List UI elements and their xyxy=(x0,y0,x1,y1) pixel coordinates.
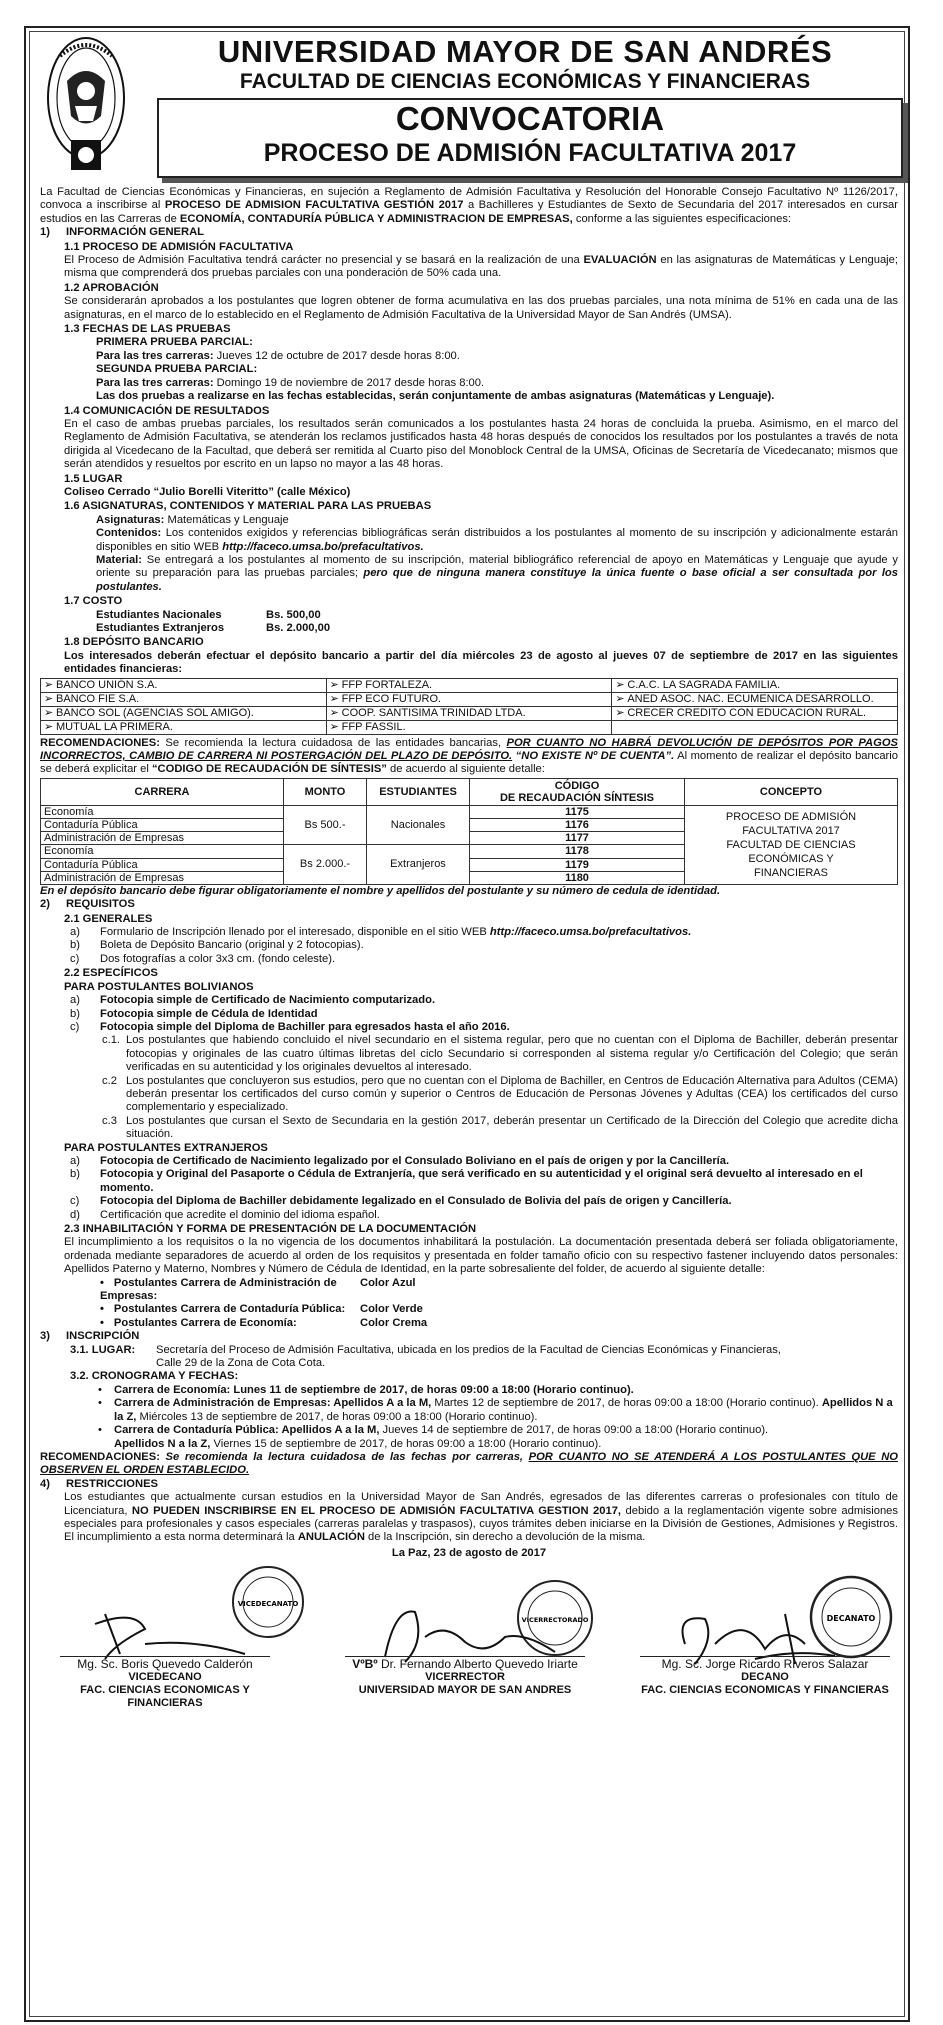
code-cell: 1177 xyxy=(470,831,685,844)
list-item xyxy=(40,1155,898,1168)
amount-cell: Bs 500.- xyxy=(284,805,367,844)
vicerrectorado-stamp-label: VICERRECTORADO xyxy=(521,1616,589,1625)
vicedecano-org: FAC. CIENCIAS ECONOMICAS Y FINANCIERAS xyxy=(80,1684,250,1710)
bank-cell xyxy=(41,720,327,734)
folder-color-item xyxy=(40,1317,898,1330)
code-cell: 1180 xyxy=(470,871,685,884)
bank-row xyxy=(41,706,898,720)
section-2-1-heading: 2.1 GENERALES xyxy=(64,912,153,925)
table-note: En el depósito bancario debe figurar obligatoriamente el nombre y apellidos del postulante y su número de cedula de identidad. xyxy=(40,884,721,897)
bank-arrow-icon: ➢ xyxy=(329,692,339,705)
bullet-icon: • xyxy=(100,1276,104,1289)
section-1-4-text: En el caso de ambas pruebas parciales, los resultados serán comunicados a los postulantes hasta 24 horas de concluida la prueba. Asimismo, en el marco del Reglamento de Admisión Facultativa, se atenderán los reclamos justificados hasta 48 horas después de conocidos los resultados por los postulantes a través de nota dirigida al Vicedecano de la Facultad, que deberá ser remitida al Cuarto piso del Monoblock Central de la UMSA, Oficinas de Secretaría de Vicedecanato; mismos que serán atendidos y resueltos por escrito en un lapso no mayor a las 48 horas. xyxy=(64,417,898,471)
code-cell: 1178 xyxy=(470,844,685,858)
decano-title: DECANO xyxy=(741,1671,789,1684)
section-1-5-heading: 1.5 LUGAR xyxy=(64,472,123,485)
bank-arrow-icon: ➢ xyxy=(615,706,625,719)
university-title: UNIVERSIDAD MAYOR DE SAN ANDRÉS xyxy=(217,34,833,69)
list-marker: d) xyxy=(70,1208,80,1221)
vicerrector-name: VºBº Dr. Fernando Alberto Quevedo Iriarte xyxy=(352,1657,578,1672)
first-test-heading: PRIMERA PRUEBA PARCIAL: xyxy=(96,336,253,349)
folder-color-value: Color Azul xyxy=(360,1276,416,1289)
list-text: Los postulantes que concluyeron sus estudios, pero que no cuentan con el Diploma de Bachiller, en Centros de Educación Alternativa para Adultos (CEMA) deberán presentar los certificados del curso común y superior o Centros de Educación de Personas Jóvenes y Adultas (CEA) los certificados del curso complementario y especializado. xyxy=(126,1074,898,1114)
bank-cell xyxy=(326,720,612,734)
bank-cell xyxy=(41,678,327,692)
list-marker: c.3 xyxy=(102,1114,117,1127)
list-item xyxy=(40,1075,898,1115)
bank-name: FFP FASSIL. xyxy=(341,720,406,733)
first-test-date: Para las tres carreras: Jueves 12 de octubre de 2017 desde horas 8:00. xyxy=(96,349,460,362)
bank-cell xyxy=(612,678,898,692)
list-item xyxy=(40,1168,898,1195)
list-text xyxy=(100,926,898,939)
folder-color-career-text: Postulantes Carrera de Economía: xyxy=(113,1316,297,1329)
list-item xyxy=(40,1021,898,1034)
list-item xyxy=(40,1008,898,1021)
list-text-main: Boleta de Depósito Bancario (original y 2 fotocopias). xyxy=(100,939,364,952)
career-cell: Economía xyxy=(41,844,284,858)
list-text: Fotocopia simple de Certificado de Nacimiento computarizado. xyxy=(100,994,436,1007)
list-marker: c.1. xyxy=(102,1034,121,1047)
header xyxy=(40,36,898,186)
vicerrector-org: UNIVERSIDAD MAYOR DE SAN ANDRES xyxy=(358,1684,572,1697)
list-marker: a) xyxy=(70,1154,80,1167)
career-cell: Administración de Empresas xyxy=(41,871,284,884)
list-item xyxy=(40,1195,898,1208)
bank-name: FFP ECO FUTURO. xyxy=(341,692,442,705)
intro-paragraph: La Facultad de Ciencias Económicas y Financieras, en sujeción a Reglamento de Admisión Facultativa y Resolución del Honorable Consejo Facultativo Nº 1126/2017, convoca a inscribirse al PROCESO DE ADMISION FACULTATIVA GESTIÓN 2017 a Bachilleres y Estudiantes de Sexto de Secundaria del 2017 interesados en cursar estudios en las Carreras de ECONOMÍA, CONTADURÍA PÚBLICA Y ADMINISTRACION DE EMPRESAS, conforme a las siguientes especificaciones: xyxy=(40,186,898,225)
list-text: Fotocopia del Diploma de Bachiller debidamente legalizado en el Consulado de Bolivia del país de origen y Cancillería. xyxy=(100,1195,732,1208)
diploma-alternatives-list xyxy=(40,1034,898,1141)
signatures-area xyxy=(40,1564,898,1710)
section-1-2-text: Se considerarán aprobados a los postulantes que logren obtener de forma acumulativa en las dos pruebas parciales, una nota mínima de 51% en cada una de las asignaturas, en el marco de lo establecido en el Reglamento de Admisión Facultativa de la Universidad Mayor de San Andrés (UMSA). xyxy=(64,295,898,321)
bank-name: FFP FORTALEZA. xyxy=(341,678,433,691)
bank-cell xyxy=(41,706,327,720)
bank-arrow-icon: ➢ xyxy=(329,720,339,733)
decanato-stamp-label: DECANATO xyxy=(826,1614,876,1624)
folder-color-career-text: Postulantes Carrera de Contaduría Pública: xyxy=(113,1303,346,1316)
career-cell: Administración de Empresas xyxy=(41,831,284,844)
students-cell: Nacionales xyxy=(367,805,470,844)
bank-name: MUTUAL LA PRIMERA. xyxy=(56,720,173,733)
schedule-economia: • Carrera de Economía: Lunes 11 de septiembre de 2017, de horas 09:00 a 18:00 (Horario continuo). xyxy=(98,1383,634,1396)
schedule-administracion: • Carrera de Administración de Empresas: Apellidos A a la M, Martes 12 de septiembre de 2017, de horas 09:00 a 18:00 (Horario continuo). Apellidos N a la Z, Miércoles 13 de septiembre de 2017, de horas 09:00 a 18:00 (Horario continuo). xyxy=(98,1397,893,1423)
list-marker: c) xyxy=(70,1195,80,1208)
section-1-7-heading: 1.7 COSTO xyxy=(64,595,123,608)
list-text: Los postulantes que habiendo concluido el nivel secundario en el sistema regular, pero que no cuentan con el Diploma de Bachiller, deberán presentar fotocopias y originales de las cuatro últimas libretas del ciclo Secundario si corresponden al sistema regular y/o Certificación del Colegio; que serán verificadas en su autenticidad y los originales devueltos al interesado. xyxy=(126,1034,898,1074)
bank-arrow-icon: ➢ xyxy=(329,678,339,691)
code-cell: 1175 xyxy=(470,805,685,818)
collection-codes-table xyxy=(40,778,898,885)
list-marker: a) xyxy=(70,994,80,1007)
code-cell: 1176 xyxy=(470,818,685,831)
career-cell: Economía xyxy=(41,805,284,818)
bank-row xyxy=(41,678,898,692)
subjects-line: Asignaturas: Matemáticas y Lenguaje xyxy=(96,513,289,526)
bolivian-applicants-heading: PARA POSTULANTES BOLIVIANOS xyxy=(64,980,254,993)
folder-color-value: Color Crema xyxy=(360,1316,428,1329)
list-text: Certificación que acredite el dominio del idioma español. xyxy=(100,1208,380,1221)
list-text xyxy=(100,939,898,952)
bank-name: C.A.C. LA SAGRADA FAMILIA. xyxy=(627,678,781,691)
recommendations-deposit: RECOMENDACIONES: Se recomienda la lectura cuidadosa de las entidades bancarias, POR CUANTO NO HABRÁ DEVOLUCIÓN DE DEPÓSITOS POR PAGOS INCORRECTOS, CAMBIO DE CARRERA NI POSTERGACIÓN DEL PLAZO DE DEPÓSITO. “NO EXISTE Nº DE CUENTA”. Al momento de realizar el depósito bancario se deberá explicitar el “CODIGO DE RECAUDACIÓN DE SÍNTESIS” de acuerdo al siguiente detalle: xyxy=(40,736,898,776)
bank-name: BANCO SOL (AGENCIAS SOL AMIGO). xyxy=(56,706,254,719)
foreign-requirements-list xyxy=(40,1155,898,1222)
place-date: La Paz, 23 de agosto de 2017 xyxy=(391,1546,547,1559)
decano-signature-block xyxy=(640,1656,890,1697)
bank-name: BANCO FIE S.A. xyxy=(56,692,140,705)
schedule-heading: 3.2. CRONOGRAMA Y FECHAS: xyxy=(70,1370,239,1383)
decano-name: Mg. Sc. Jorge Ricardo Riveros Salazar xyxy=(661,1657,869,1672)
section-2-heading: 2) REQUISITOS xyxy=(40,898,135,911)
banks-table xyxy=(40,678,898,735)
section-1-2-heading: 1.2 APROBACIÓN xyxy=(64,281,159,294)
list-item xyxy=(40,994,898,1007)
vicerrector-title: VICERRECTOR xyxy=(425,1671,505,1684)
second-test-heading: SEGUNDA PRUEBA PARCIAL: xyxy=(96,363,258,376)
list-text-main: Dos fotografías a color 3x3 cm. (fondo celeste). xyxy=(100,952,336,965)
foreign-applicants-heading: PARA POSTULANTES EXTRANJEROS xyxy=(64,1141,268,1154)
bank-arrow-icon: ➢ xyxy=(329,706,339,719)
folder-color-value: Color Verde xyxy=(360,1303,423,1316)
vicedecano-signature xyxy=(75,1604,255,1664)
section-4-text: Los estudiantes que actualmente cursan estudios en la Universidad Mayor de San Andrés, egresados de las diferentes carreras o profesionales con título de Licenciatura, NO PUEDEN INSCRIBIRSE EN EL PROCESO DE ADMISIÓN FACULTATIVA GESTION 2017, debido a la reglamentación vigente sobre admisiones especiales para profesionales y casos especiales (carreras paralelas y traspasos), cuyos trámites deben iniciarse en la División de Gestiones, Admisiones y Registros. El incumplimiento a esta norma determinará la ANULACIÓN de la Inscripción, sin derecho a devolución de la misma. xyxy=(64,1491,898,1544)
bank-cell xyxy=(612,720,898,734)
list-item xyxy=(40,1115,898,1142)
section-1-8-heading: 1.8 DEPÓSITO BANCARIO xyxy=(64,636,204,649)
list-marker: c.2 xyxy=(102,1074,117,1087)
list-marker: b) xyxy=(70,1168,80,1181)
list-text: Fotocopia de Certificado de Nacimiento legalizado por el Consulado Boliviano en el país de origen y por la Cancillería. xyxy=(100,1154,730,1167)
amount-cell: Bs 2.000.- xyxy=(284,844,367,884)
folder-color-career xyxy=(100,1303,360,1316)
bank-arrow-icon: ➢ xyxy=(615,692,625,705)
bank-arrow-icon: ➢ xyxy=(615,678,625,691)
bank-row xyxy=(41,692,898,706)
bank-arrow-icon: ➢ xyxy=(44,706,54,719)
list-marker: c) xyxy=(70,952,80,965)
list-marker: b) xyxy=(70,939,80,952)
list-item xyxy=(40,939,898,952)
list-item xyxy=(40,1034,898,1074)
section-1-5-text: Coliseo Cerrado “Julio Borelli Viteritto” (calle México) xyxy=(64,485,351,498)
list-item xyxy=(40,926,898,939)
section-1-8-text: Los interesados deberán efectuar el depósito bancario a partir del día miércoles 23 de agosto al jueves 07 de septiembre de 2017 en las siguientes entidades financieras: xyxy=(64,649,898,676)
material-line: Material: Se entregará a los postulantes al momento de su inscripción, material bibliográfico referencial de apoyo en Matemáticas y Lenguaje que ayude y oriente su preparación para las pruebas parciales; pero que de ninguna manera constituye la única fuente o base oficial a ser consultada por los postulantes. xyxy=(96,553,898,593)
section-2-3-text: El incumplimiento a los requisitos o la no vigencia de los documentos inhabilitará la postulación. La documentación presentada deberá ser foliada obligatoriamente, ordenada mediante separadores de acuerdo al orden de los requisitos y presentada en folder tamaño oficio con su respectivo fastener incluyendo datos personales: Apellidos Paterno y Materno, Nombres y Número de Cédula de Identidad, en la parte sobresaliente del folder, de acuerdo al siguiente detalle: xyxy=(64,1236,898,1276)
folder-color-career-text: Postulantes Carrera de Administración de Empresas: xyxy=(100,1276,337,1303)
section-1-3-heading: 1.3 FECHAS DE LAS PRUEBAS xyxy=(64,323,231,336)
list-item xyxy=(40,1209,898,1222)
bank-name: BANCO UNIÓN S.A. xyxy=(56,678,158,691)
list-text: Fotocopia y Original del Pasaporte o Cédula de Extranjería, que será verificado en su autenticidad y el original será devuelto al interesado en el momento. xyxy=(100,1168,863,1194)
career-cell: Contaduría Pública xyxy=(41,858,284,871)
code-cell: 1179 xyxy=(470,858,685,871)
bank-name: COOP. SANTISIMA TRINIDAD LTDA. xyxy=(341,706,526,719)
university-seal-logo xyxy=(45,36,127,176)
col-students: ESTUDIANTES xyxy=(367,778,470,805)
convocatoria-box xyxy=(157,98,903,178)
section-1-heading: 1) INFORMACIÓN GENERAL xyxy=(40,226,204,239)
col-concept: CONCEPTO xyxy=(685,778,898,805)
document-page xyxy=(40,34,898,1710)
bullet-icon: • xyxy=(100,1303,104,1316)
list-marker: c) xyxy=(70,1020,80,1033)
vicedecanato-stamp-label: VICEDECANATO xyxy=(237,1600,299,1609)
bank-cell xyxy=(326,692,612,706)
section-4-heading: 4) RESTRICCIONES xyxy=(40,1477,158,1490)
bank-row xyxy=(41,720,898,734)
faculty-title: FACULTAD DE CIENCIAS ECONÓMICAS Y FINANCIERAS xyxy=(239,70,811,93)
folder-color-career xyxy=(100,1317,360,1330)
list-text xyxy=(100,953,898,966)
list-text-main: Formulario de Inscripción llenado por el interesado, disponible en el sitio WEB xyxy=(100,926,490,939)
section-1-4-heading: 1.4 COMUNICACIÓN DE RESULTADOS xyxy=(64,404,270,417)
vicerrector-signature-block xyxy=(345,1656,585,1697)
schedule-contaduria: • Carrera de Contaduría Pública: Apellidos A a la M, Jueves 14 de septiembre de 2017, de horas 09:00 a 18:00 (Horario continuo). Apellidos N a la Z, Viernes 15 de septiembre de 2017, de horas 09:00 a 18:00 (Horario continuo). xyxy=(98,1424,769,1450)
concept-cell: PROCESO DE ADMISIÓN FACULTATIVA 2017 FACULTAD DE CIENCIAS ECONÓMICAS Y FINANCIERAS xyxy=(685,805,898,884)
list-item xyxy=(40,953,898,966)
process-title: PROCESO DE ADMISIÓN FACULTATIVA 2017 xyxy=(263,139,797,167)
bank-arrow-icon: ➢ xyxy=(44,720,54,733)
col-career: CARRERA xyxy=(41,778,284,805)
tests-note: Las dos pruebas a realizarse en las fechas establecidas, serán conjuntamente de ambas asignaturas (Matemáticas y Lenguaje). xyxy=(96,390,775,403)
registration-place: 3.1. LUGAR: Secretaría del Proceso de Admisión Facultativa, ubicada en los predios de la Facultad de Ciencias Económicas y Financieras, Calle 29 de la Zona de Cota Cota. xyxy=(70,1343,781,1370)
general-requirements-list xyxy=(40,926,898,966)
bank-arrow-icon: ➢ xyxy=(44,678,54,691)
bank-name: ANED ASOC. NAC. ECUMENICA DESARROLLO. xyxy=(627,692,874,705)
list-text: Fotocopia simple del Diploma de Bachiller para egresados hasta el año 2016. xyxy=(100,1020,510,1033)
students-cell: Extranjeros xyxy=(367,844,470,884)
bank-cell xyxy=(612,692,898,706)
bolivian-requirements-list xyxy=(40,994,898,1034)
second-test-date: Para las tres carreras: Domingo 19 de noviembre de 2017 desde horas 8:00. xyxy=(96,376,485,389)
bank-cell xyxy=(326,706,612,720)
section-2-3-heading: 2.3 INHABILITACIÓN Y FORMA DE PRESENTACIÓN DE LA DOCUMENTACIÓN xyxy=(64,1223,477,1235)
folder-color-item xyxy=(40,1277,898,1304)
recommendations-schedule: RECOMENDACIONES: Se recomienda la lectura cuidadosa de las fechas por carreras, POR CUANTO NO SE ATENDERÁ A LOS POSTULANTES QUE NO OBSERVEN EL ORDEN ESTABLECIDO. xyxy=(40,1450,898,1477)
section-1-6-heading: 1.6 ASIGNATURAS, CONTENIDOS Y MATERIAL PARA LAS PRUEBAS xyxy=(64,500,432,513)
list-marker: b) xyxy=(70,1007,80,1020)
career-cell: Contaduría Pública xyxy=(41,818,284,831)
section-3-heading: 3) INSCRIPCIÓN xyxy=(40,1330,140,1343)
decano-org: FAC. CIENCIAS ECONOMICAS Y FINANCIERAS xyxy=(641,1684,889,1697)
bank-name: CRECER CREDITO CON EDUCACION RURAL. xyxy=(627,706,867,719)
folder-color-item xyxy=(40,1303,898,1316)
vicedecano-title: VICEDECANO xyxy=(128,1671,202,1684)
bank-cell xyxy=(326,678,612,692)
cost-national: Estudiantes Nacionales Bs. 500,00 xyxy=(96,608,321,621)
list-text: Fotocopia simple de Cédula de Identidad xyxy=(100,1007,318,1020)
list-marker: a) xyxy=(70,926,80,939)
bank-cell xyxy=(41,692,327,706)
col-code: CÓDIGO DE RECAUDACIÓN SÍNTESIS xyxy=(470,778,685,805)
convocatoria-title: CONVOCATORIA xyxy=(395,100,665,137)
bank-cell xyxy=(612,706,898,720)
bank-arrow-icon: ➢ xyxy=(44,692,54,705)
col-amount: MONTO xyxy=(284,778,367,805)
vicedecano-signature-block xyxy=(60,1656,270,1710)
list-text: Los postulantes que cursan el Sexto de Secundaria en la gestión 2017, deberán presentar un Certificado de la Dirección del Colegio que acredite dicha situación. xyxy=(126,1114,898,1141)
contents-line: Contenidos: Los contenidos exigidos y referencias bibliográficas serán distribuidos a los postulantes al momento de su inscripción y adicionalmente estarán disponibles en sitio WEB http://faceco.umsa.bo/prefacultativos. xyxy=(96,527,898,553)
bullet-icon: • xyxy=(100,1316,104,1329)
table-row xyxy=(41,805,898,818)
folder-color-career xyxy=(100,1277,360,1304)
section-1-1-heading: 1.1 PROCESO DE ADMISIÓN FACULTATIVA xyxy=(64,240,294,253)
cost-foreign: Estudiantes Extranjeros Bs. 2.000,00 xyxy=(96,622,331,634)
section-2-2-heading: 2.2 ESPECÍFICOS xyxy=(64,967,158,980)
vicedecano-name: Mg. Sc. Boris Quevedo Calderón xyxy=(77,1657,253,1672)
section-1-1-text: El Proceso de Admisión Facultativa tendrá carácter no presencial y se basará en la realización de una EVALUACIÓN en las asignaturas de Matemáticas y Lenguaje; misma que comprenderá dos pruebas parciales con una ponderación de 50% cada una. xyxy=(64,254,898,280)
list-text-url: http://faceco.umsa.bo/prefacultativos. xyxy=(489,926,692,939)
folder-colors-list xyxy=(40,1277,898,1331)
